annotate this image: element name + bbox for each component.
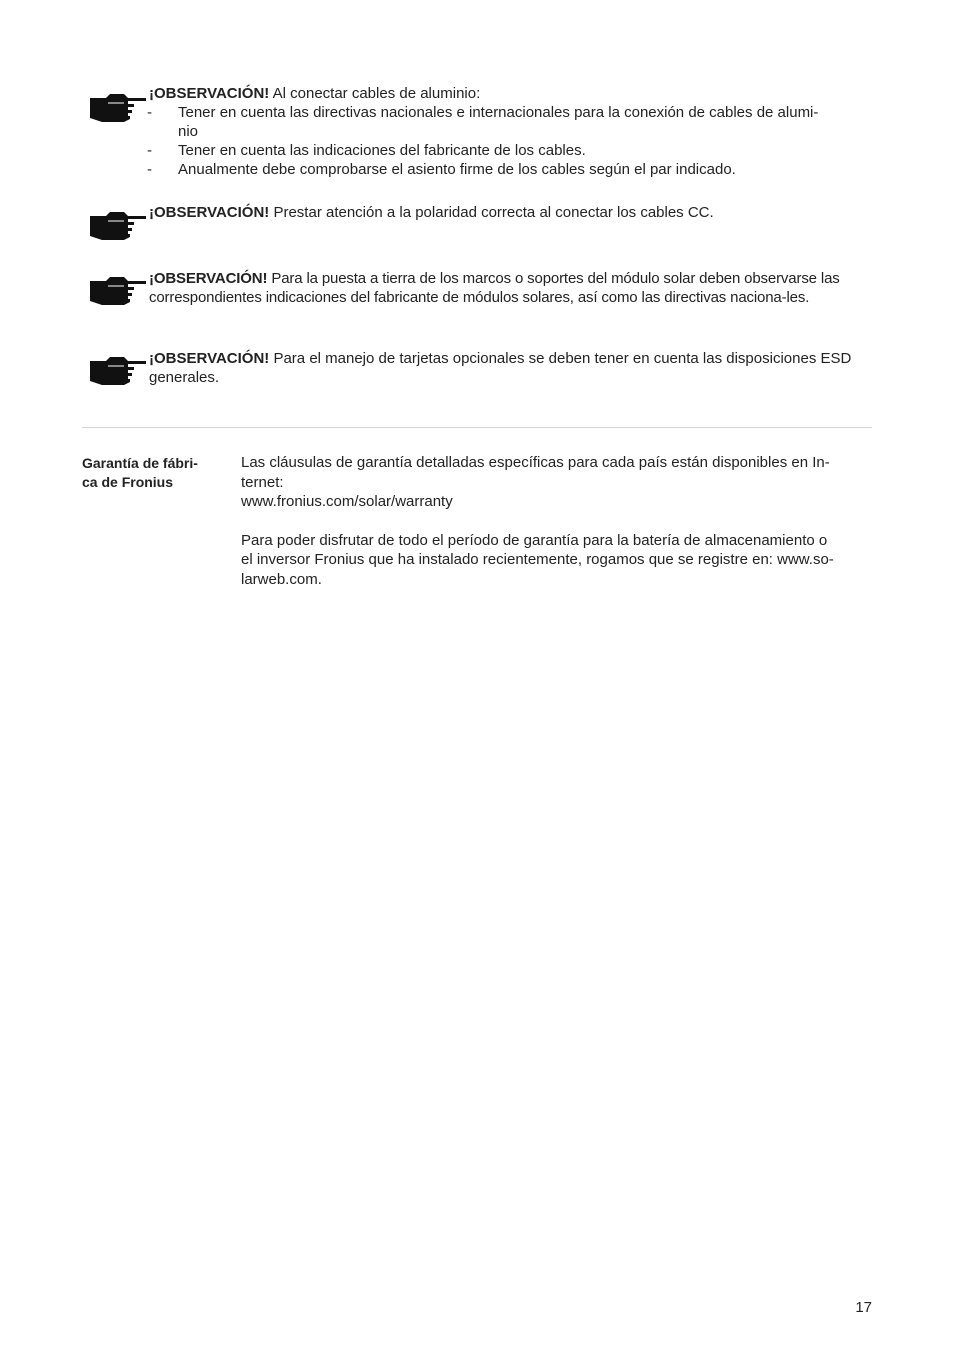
pointing-hand-icon — [88, 90, 148, 124]
note-text: ¡OBSERVACIÓN! Al conectar cables de aluminio: — [149, 85, 481, 102]
note-label: ¡OBSERVACIÓN! — [149, 350, 270, 367]
pointing-hand-icon — [88, 208, 148, 242]
list-item: - Tener en cuenta las directivas nacionales e internacionales para la conexión de cables de alumi- nio — [147, 104, 819, 140]
list-item: - Anualmente debe comprobarse el asiento firme de los cables según el par indicado. — [147, 161, 736, 178]
section-heading-warranty: Garantía de fábri- ca de Fronius — [82, 455, 198, 490]
warranty-link[interactable]: www.fronius.com/solar/warranty — [241, 493, 453, 510]
warranty-paragraph: Las cláusulas de garantía detalladas específicas para cada país están disponibles en In- ternet: www.fronius.com/solar/warranty — [241, 453, 873, 512]
note-text: ¡OBSERVACIÓN! Para el manejo de tarjetas opcionales se deben tener en cuenta las disposiciones ESD generales. — [149, 350, 852, 386]
note-text: ¡OBSERVACIÓN! Prestar atención a la polaridad correcta al conectar los cables CC. — [149, 204, 714, 221]
section-body-warranty — [241, 453, 873, 589]
page-number: 17 — [855, 1299, 872, 1316]
list-item: - Tener en cuenta las indicaciones del fabricante de los cables. — [147, 142, 586, 159]
pointing-hand-icon — [88, 273, 148, 307]
section-divider — [82, 427, 872, 428]
bullet-list — [147, 103, 873, 179]
note-label: ¡OBSERVACIÓN! — [149, 270, 268, 287]
note-text: ¡OBSERVACIÓN! Para la puesta a tierra de los marcos o soportes del módulo solar deben observarse las correspondientes indicaciones del fabricante de módulos solares, así como las directivas naciona-les. — [149, 270, 840, 306]
registration-paragraph: Para poder disfrutar de todo el período de garantía para la batería de almacenamiento o el inversor Fronius que ha instalado recientemente, rogamos que se registre en: www.so- larweb.com. — [241, 531, 834, 588]
note-label: ¡OBSERVACIÓN! — [149, 85, 270, 102]
note-label: ¡OBSERVACIÓN! — [149, 204, 270, 221]
pointing-hand-icon — [88, 353, 148, 387]
